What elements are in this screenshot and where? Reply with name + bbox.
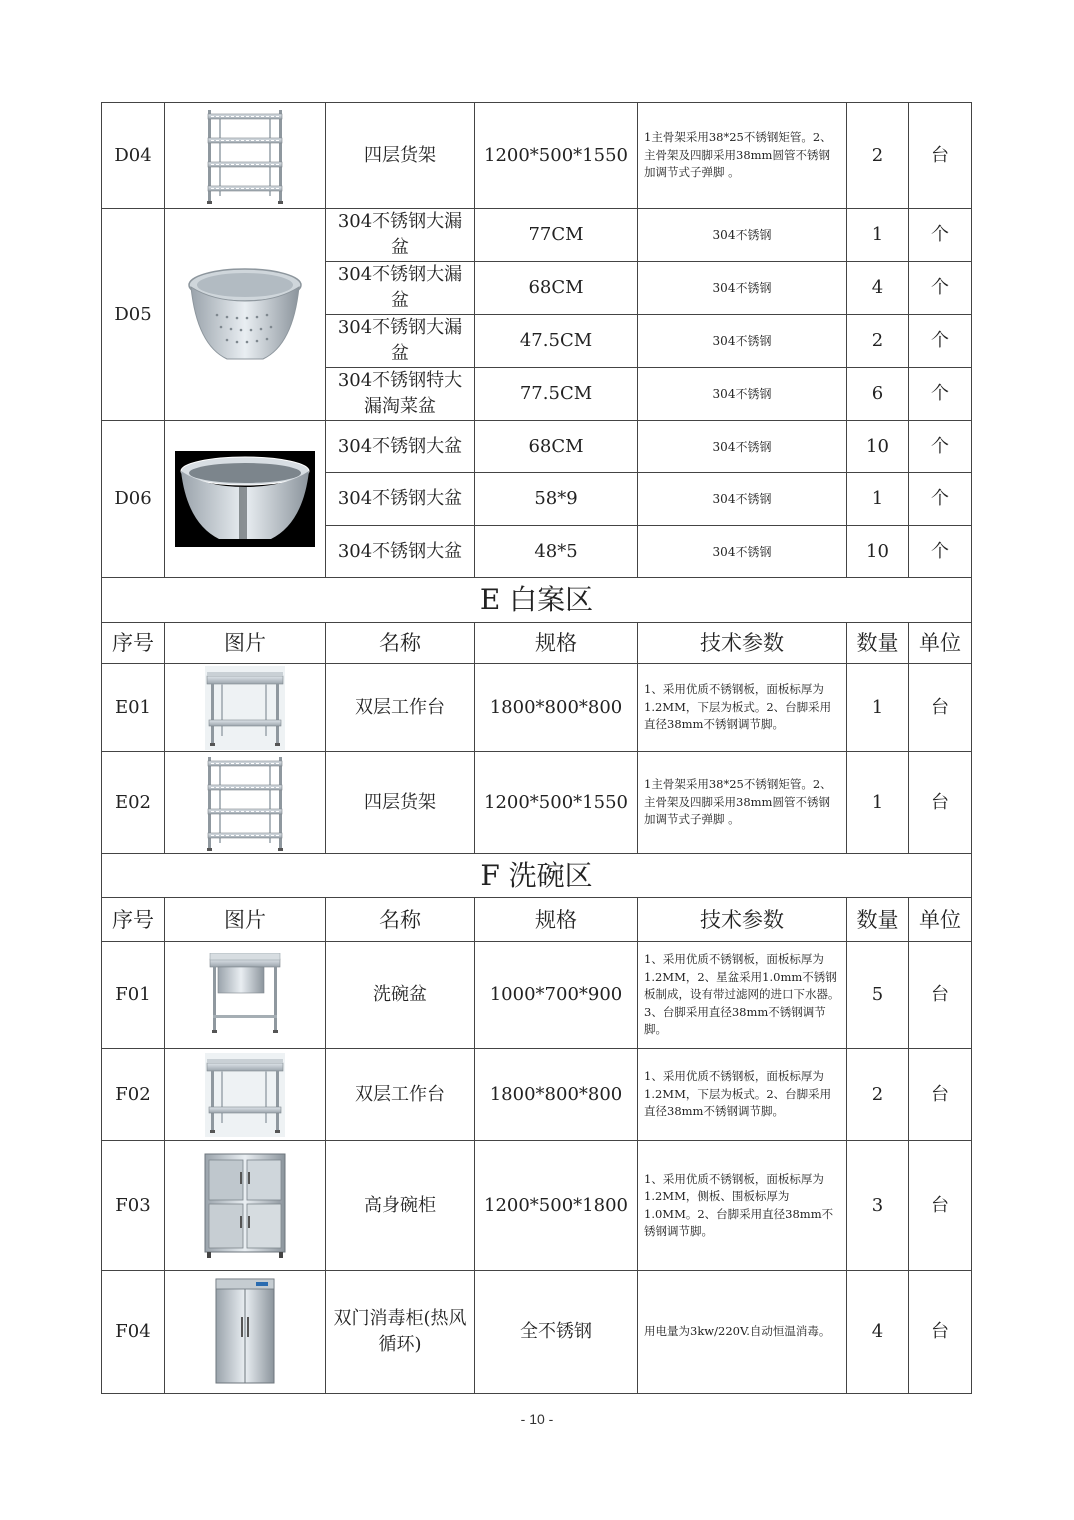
item-param: 304不锈钢 <box>638 526 847 578</box>
item-param: 304不锈钢 <box>638 473 847 526</box>
item-unit: 个 <box>909 262 972 315</box>
item-param: 用电量为3kw/220V.自动恒温消毒。 <box>638 1271 847 1394</box>
item-unit: 个 <box>909 421 972 473</box>
shelf-rack-image <box>205 108 285 204</box>
item-spec: 1200*500*1550 <box>475 103 638 209</box>
item-unit: 台 <box>909 1049 972 1141</box>
table-row-f04 <box>102 1271 972 1394</box>
item-param: 304不锈钢 <box>638 421 847 473</box>
item-spec: 1800*800*800 <box>475 664 638 752</box>
item-code: D06 <box>102 421 165 578</box>
item-code: F02 <box>102 1049 165 1141</box>
item-unit: 台 <box>909 664 972 752</box>
item-qty: 1 <box>847 752 909 854</box>
col-header: 名称 <box>326 898 475 942</box>
col-header: 数量 <box>847 898 909 942</box>
col-header: 数量 <box>847 623 909 664</box>
item-qty: 6 <box>847 368 909 421</box>
product-image-cell <box>165 103 326 209</box>
section-title-row <box>102 854 972 898</box>
product-image-cell <box>165 1271 326 1394</box>
item-unit: 个 <box>909 209 972 262</box>
item-param: 304不锈钢 <box>638 315 847 368</box>
product-image-cell <box>165 209 326 421</box>
disinfection-cabinet-image <box>214 1277 276 1387</box>
item-qty: 2 <box>847 315 909 368</box>
item-name: 304不锈钢大漏盆 <box>326 315 475 368</box>
col-header: 图片 <box>165 898 326 942</box>
col-header: 序号 <box>102 623 165 664</box>
table-row-f03 <box>102 1141 972 1271</box>
table-row-f02 <box>102 1049 972 1141</box>
table-row <box>102 209 972 262</box>
item-name: 304不锈钢大盆 <box>326 526 475 578</box>
section-title-f: F 洗碗区 <box>102 854 972 898</box>
product-image-cell <box>165 942 326 1049</box>
item-name: 四层货架 <box>326 103 475 209</box>
col-header: 技术参数 <box>638 898 847 942</box>
item-unit: 台 <box>909 103 972 209</box>
item-name: 高身碗柜 <box>326 1141 475 1271</box>
item-spec: 1200*500*1550 <box>475 752 638 854</box>
col-header: 规格 <box>475 623 638 664</box>
item-qty: 4 <box>847 262 909 315</box>
table-row-e02 <box>102 752 972 854</box>
item-name: 304不锈钢大盆 <box>326 473 475 526</box>
item-param: 1、采用优质不锈钢板，面板标厚为1.2MM，下层为板式。2、台脚采用直径38mm不锈钢调节脚。 <box>638 1049 847 1141</box>
item-param: 304不锈钢 <box>638 262 847 315</box>
item-param: 1、采用优质不锈钢板，面板标厚为1.2MM，2、星盆采用1.0mm不锈钢板制成，设有带过滤网的进口下水器。3、台脚采用直径38mm不锈钢调节脚。 <box>638 942 847 1049</box>
product-image-cell <box>165 1049 326 1141</box>
table-row-f01 <box>102 942 972 1049</box>
item-qty: 10 <box>847 421 909 473</box>
item-name: 304不锈钢大盆 <box>326 421 475 473</box>
table-row-e01 <box>102 664 972 752</box>
item-spec: 48*5 <box>475 526 638 578</box>
table-row-d04 <box>102 103 972 209</box>
item-param: 1主骨架采用38*25不锈钢矩管。2、主骨架及四脚采用38mm圆管不锈钢加调节式子弹脚 。 <box>638 103 847 209</box>
item-code: F04 <box>102 1271 165 1394</box>
item-code: D05 <box>102 209 165 421</box>
product-image-cell <box>165 752 326 854</box>
item-unit: 个 <box>909 473 972 526</box>
item-code: D04 <box>102 103 165 209</box>
item-spec: 1200*500*1800 <box>475 1141 638 1271</box>
item-spec: 47.5CM <box>475 315 638 368</box>
item-qty: 2 <box>847 1049 909 1141</box>
item-code: F03 <box>102 1141 165 1271</box>
product-image-cell <box>165 421 326 578</box>
section-title-e: E 白案区 <box>102 578 972 623</box>
item-qty: 1 <box>847 664 909 752</box>
item-code: E02 <box>102 752 165 854</box>
item-spec: 68CM <box>475 262 638 315</box>
item-code: E01 <box>102 664 165 752</box>
item-unit: 台 <box>909 1141 972 1271</box>
item-qty: 1 <box>847 473 909 526</box>
item-unit: 台 <box>909 942 972 1049</box>
product-image-cell <box>165 664 326 752</box>
cabinet-image <box>203 1152 287 1260</box>
item-spec: 1800*800*800 <box>475 1049 638 1141</box>
worktable-image <box>205 666 285 750</box>
table-header-row <box>102 623 972 664</box>
item-spec: 77CM <box>475 209 638 262</box>
col-header: 序号 <box>102 898 165 942</box>
item-unit: 台 <box>909 752 972 854</box>
table-row <box>102 421 972 473</box>
item-qty: 1 <box>847 209 909 262</box>
item-param: 304不锈钢 <box>638 209 847 262</box>
sink-image <box>208 953 282 1037</box>
item-qty: 4 <box>847 1271 909 1394</box>
item-qty: 2 <box>847 103 909 209</box>
col-header: 图片 <box>165 623 326 664</box>
basin-image <box>175 451 315 547</box>
item-unit: 个 <box>909 315 972 368</box>
colander-image <box>187 265 303 365</box>
page-number: - 10 - <box>520 1411 554 1427</box>
item-name: 洗碗盆 <box>326 942 475 1049</box>
item-name: 四层货架 <box>326 752 475 854</box>
item-param: 1、采用优质不锈钢板，面板标厚为1.2MM，下层为板式。2、台脚采用直径38mm不锈钢调节脚。 <box>638 664 847 752</box>
table-header-row <box>102 898 972 942</box>
shelf-rack-image <box>205 755 285 851</box>
item-unit: 个 <box>909 368 972 421</box>
item-name: 双层工作台 <box>326 664 475 752</box>
item-name: 双层工作台 <box>326 1049 475 1141</box>
section-title-row <box>102 578 972 623</box>
equipment-table <box>101 102 972 1394</box>
item-name: 304不锈钢特大漏淘菜盆 <box>326 368 475 421</box>
item-spec: 全不锈钢 <box>475 1271 638 1394</box>
col-header: 规格 <box>475 898 638 942</box>
item-unit: 个 <box>909 526 972 578</box>
item-qty: 10 <box>847 526 909 578</box>
col-header: 名称 <box>326 623 475 664</box>
item-name: 双门消毒柜(热风循环) <box>326 1271 475 1394</box>
item-spec: 1000*700*900 <box>475 942 638 1049</box>
item-unit: 台 <box>909 1271 972 1394</box>
item-spec: 77.5CM <box>475 368 638 421</box>
item-name: 304不锈钢大漏盆 <box>326 262 475 315</box>
item-qty: 3 <box>847 1141 909 1271</box>
col-header: 单位 <box>909 898 972 942</box>
item-param: 1主骨架采用38*25不锈钢矩管。2、主骨架及四脚采用38mm圆管不锈钢加调节式子弹脚 。 <box>638 752 847 854</box>
item-spec: 68CM <box>475 421 638 473</box>
product-image-cell <box>165 1141 326 1271</box>
worktable-image <box>205 1053 285 1137</box>
item-qty: 5 <box>847 942 909 1049</box>
item-param: 304不锈钢 <box>638 368 847 421</box>
col-header: 单位 <box>909 623 972 664</box>
col-header: 技术参数 <box>638 623 847 664</box>
item-spec: 58*9 <box>475 473 638 526</box>
item-name: 304不锈钢大漏盆 <box>326 209 475 262</box>
item-param: 1、采用优质不锈钢板，面板标厚为1.2MM，侧板、围板标厚为1.0MM。2、台脚采用直径38mm不锈钢调节脚。 <box>638 1141 847 1271</box>
item-code: F01 <box>102 942 165 1049</box>
